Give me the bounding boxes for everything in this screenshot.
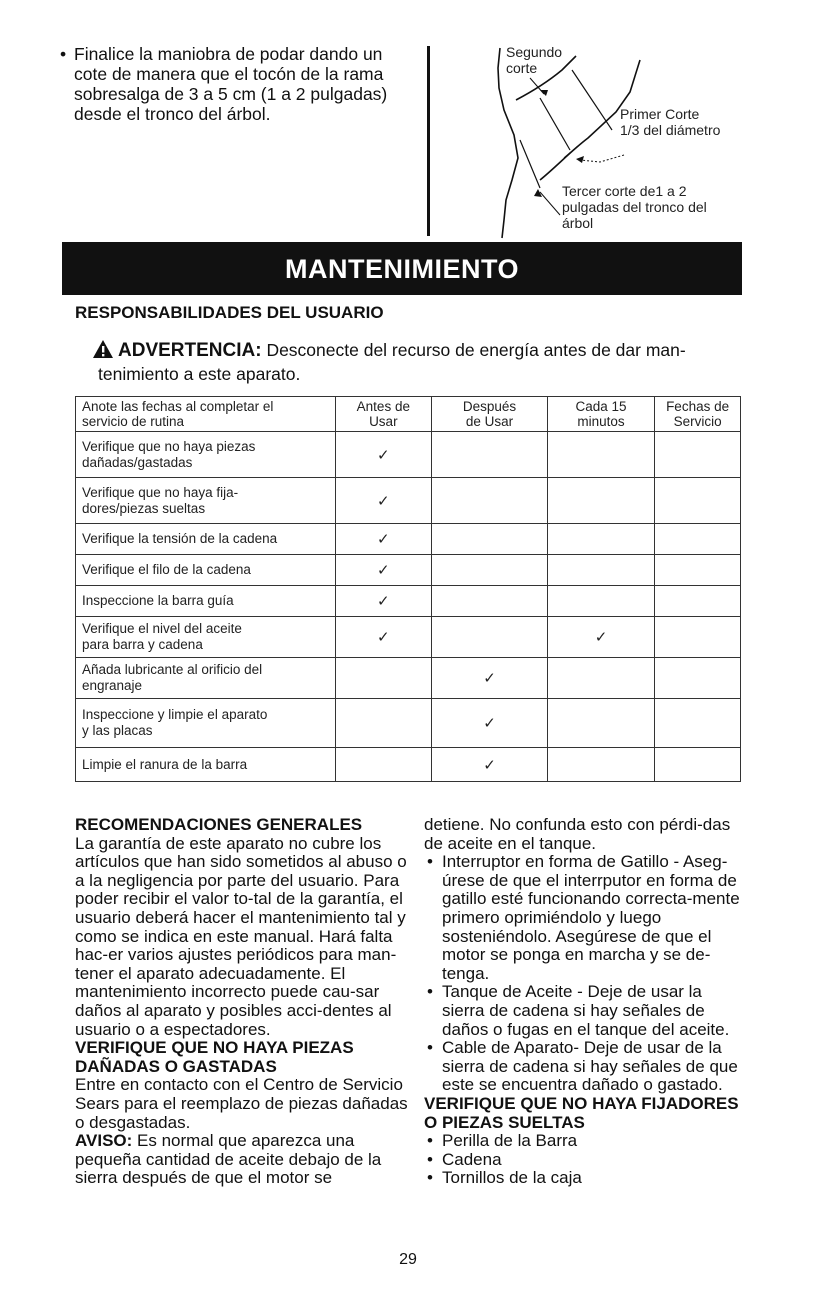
bullet-power-cord: Cable de Aparato- Deje de usar de la sierra de cadena si hay señales de que este se encuentra dañado o gastado. [442,1038,738,1095]
task-cell: Inspeccione y limpie el aparato y las placas [76,699,336,748]
check-damaged-parts-text: Entre en contacto con el Centro de Servicio Sears para el reemplazo de piezas dañadas o desgastadas. [75,1075,408,1132]
section-title: RESPONSABILIDADES DEL USUARIO [75,303,384,322]
table-row [76,699,741,748]
general-recommendations-heading: RECOMENDACIONES GENERALES [75,815,363,834]
header-every-15-min: Cada 15 minutos [547,397,654,432]
header-service-dates: Fechas de Servicio [655,397,741,432]
table-row [76,478,741,524]
table-row [76,658,741,699]
check-mark-icon: ✓ [335,586,432,617]
table-row [76,555,741,586]
bullet-dot: • [60,44,67,64]
third-cut-label: Tercer corte de1 a 2 pulgadas del tronco del árbol [562,183,707,231]
aviso-paragraph [75,1132,410,1188]
check-mark-icon: ✓ [432,748,548,782]
check-mark-icon: ✓ [335,524,432,555]
empty-cell [547,748,654,782]
right-column [424,816,746,1188]
task-cell: Verifique que no haya piezas dañadas/gastadas [76,432,336,478]
check-mark-icon: ✓ [432,699,548,748]
empty-cell [335,699,432,748]
task-cell: Verifique que no haya fija- dores/piezas sueltas [76,478,336,524]
empty-cell [432,617,548,658]
section-banner: MANTENIMIENTO [62,242,742,295]
empty-cell [655,555,741,586]
task-cell: Verifique el filo de la cadena [76,555,336,586]
check-mark-icon: ✓ [432,658,548,699]
empty-cell [547,555,654,586]
check-mark-icon: ✓ [335,432,432,478]
check-mark-icon: ✓ [335,617,432,658]
bullet-bar-knob: Perilla de la Barra [442,1131,578,1151]
second-cut-label: Segundo corte [506,44,563,76]
maintenance-schedule-table [75,396,741,782]
bullet-housing-screws: Tornillos de la caja [442,1168,582,1188]
header-before-use: Antes de Usar [335,397,432,432]
empty-cell [655,478,741,524]
empty-cell [335,748,432,782]
warning-text-cont: tenimiento a este aparato. [98,364,301,384]
first-cut-line [572,70,612,130]
list-item: • Cadena [427,1149,502,1169]
vertical-divider [427,46,430,236]
empty-cell [655,658,741,699]
table-row [76,748,741,782]
warning-text: Desconecte del recurso de energía antes de dar man- [266,340,686,360]
list-item: • Cable de Aparato- Deje de usar de la sierra de cadena si hay señales de que este se encuentra dañado o gastado. [427,1038,738,1095]
empty-cell [547,524,654,555]
list-item: • Interruptor en forma de Gatillo - Aseg-úrese de que el interrputor en forma de gatillo esté funcionando correcta-mente primero oprimiéndolo y luego sosteniéndolo. Asegúrese de que el motor se ponga en marcha y se de-tenga. [427,852,740,983]
warning-title: ADVERTENCIA: [118,340,262,361]
aviso-text: Es normal que aparezca una pequeña cantidad de aceite debajo de la sierra después de que el motor se [75,1131,382,1188]
empty-cell [655,524,741,555]
empty-cell [547,699,654,748]
empty-cell [547,586,654,617]
task-cell: Verifique la tensión de la cadena [76,524,336,555]
bullet-oil-tank: Tanque de Aceite - Deje de usar la sierra de cadena si hay señales de daños o fugas en el tanque del aceite. [442,982,730,1039]
task-cell: Verifique el nivel del aceite para barra y cadena [76,617,336,658]
empty-cell [655,748,741,782]
general-recommendations-text: La garantía de este aparato no cubre los artículos que han sido sometidos al abuso o a la negligencia por parte del usuario. Para poder recibir el valor to-tal de la garantía, el usuario deberá hacer el mantenimiento tal y como se indica en este manual. Hará falta hac-er varios ajustes periódicos para man-tener el aparato adecuadamente. El mantenimiento incorrecto puede cau-sar daños al aparato y posibles acci-dentes al usuario o a espectadores. [75,833,407,1039]
empty-cell [655,432,741,478]
list-item: • Tornillos de la caja [427,1168,582,1188]
empty-cell [547,658,654,699]
first-cut-label: Primer Corte 1/3 del diámetro [620,106,721,138]
warning-block [92,339,752,385]
header-task: Anote las fechas al completar el servicio de rutina [76,397,336,432]
table-header-row [76,397,741,432]
table-row [76,586,741,617]
empty-cell [432,555,548,586]
empty-cell [432,524,548,555]
header-after-use: Después de Usar [432,397,548,432]
check-loose-fasteners-heading: VERIFIQUE QUE NO HAYA FIJADORES O PIEZAS SUELTAS [424,1093,739,1132]
empty-cell [335,658,432,699]
aviso-label: AVISO: [75,1131,133,1151]
third-cut-line [520,140,540,188]
empty-cell [655,699,741,748]
check-damaged-parts-heading: VERIFIQUE QUE NO HAYA PIEZAS DAÑADAS O GASTADAS [75,1038,354,1076]
task-cell: Limpie el ranura de la barra [76,748,336,782]
bullet-trigger-switch: Interruptor en forma de Gatillo - Aseg-úrese de que el interrputor en forma de gatillo esté funcionando correcta-mente primero oprimiéndolo y luego sosteniéndolo. Asegúrese de que el motor se ponga en marcha y se de-tenga. [442,852,740,983]
right-intro-text: detiene. No confunda esto con pérdi-das de aceite en el tanque. [424,815,731,853]
task-cell: Inspeccione la barra guía [76,586,336,617]
empty-cell [547,432,654,478]
intro-bullet-text: Finalice la maniobra de podar dando un cote de manera que el tocón de la rama sobresalga de 3 a 5 cm (1 a 2 pulgadas) desde el tronco del árbol. [74,44,388,124]
left-column [75,816,410,1188]
first-cut-leader [580,155,624,162]
check-mark-icon: ✓ [547,617,654,658]
empty-cell [432,478,548,524]
warning-triangle-icon [92,339,114,364]
empty-cell [432,586,548,617]
empty-cell [432,432,548,478]
pruning-cuts-diagram [480,40,780,245]
table-row [76,617,741,658]
third-cut-leader [540,192,560,215]
empty-cell [655,617,741,658]
page-number: 29 [399,1251,417,1268]
second-cut-line [540,98,570,150]
intro-bullet [60,44,414,124]
table-row [76,524,741,555]
empty-cell [655,586,741,617]
list-item: • Tanque de Aceite - Deje de usar la sierra de cadena si hay señales de daños o fugas en el tanque del aceite. [427,982,730,1039]
task-cell: Añada lubricante al orificio del engranaje [76,658,336,699]
check-mark-icon: ✓ [335,478,432,524]
list-item: • Perilla de la Barra [427,1131,578,1151]
check-mark-icon: ✓ [335,555,432,586]
bullet-chain: Cadena [442,1149,502,1169]
trunk-outline [498,48,518,238]
table-row [76,432,741,478]
empty-cell [547,478,654,524]
